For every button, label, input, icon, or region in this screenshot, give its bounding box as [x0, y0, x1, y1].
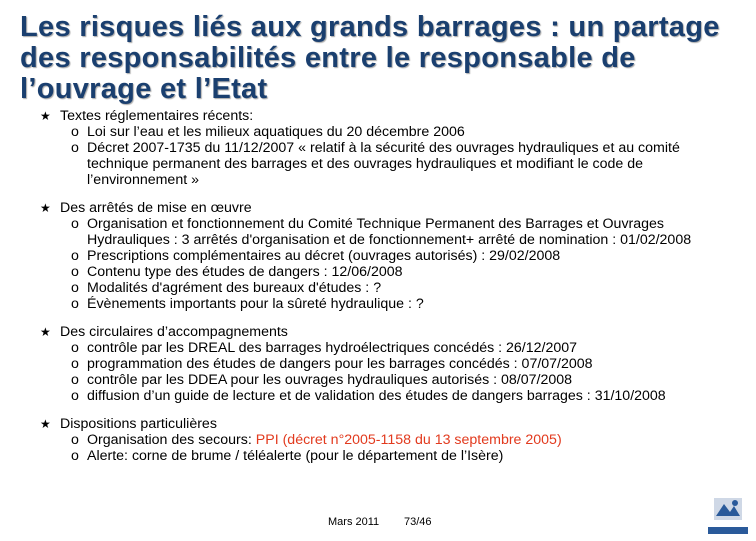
- section-heading: ★ Dispositions particulières: [40, 416, 217, 432]
- list-item: o Modalités d'agrément des bureaux d'études : ?: [71, 280, 382, 296]
- cemagref-logo: [706, 494, 750, 536]
- list-item: o contrôle par les DDEA pour les ouvrages hydrauliques autorisés : 08/07/2008: [71, 372, 573, 388]
- page-number: 73/46: [404, 516, 432, 528]
- circle-bullet-icon: o: [71, 372, 79, 388]
- list-item: o Décret 2007-1735 du 11/12/2007 « relatif à la sécurité des ouvrages hydrauliques et au comité technique permanent des barrages et des ouvrages hydrauliques et modifiant le code de l’environnement »: [71, 140, 680, 188]
- circle-bullet-icon: o: [71, 388, 79, 404]
- section-heading: ★ Des circulaires d’accompagnements: [40, 324, 288, 340]
- circle-bullet-icon: o: [71, 248, 79, 264]
- list-item: o diffusion d’un guide de lecture et de validation des études de dangers barrages : 31/10/2008: [71, 388, 666, 404]
- list-item: o Organisation et fonctionnement du Comité Technique Permanent des Barrages et Ouvrages Hydrauliques : 3 arrêtés d'organisation et de fonctionnement+ arrêté de nomination : 01/02/2008: [71, 216, 692, 248]
- list-item: o Prescriptions complémentaires au décret (ouvrages autorisés) : 29/02/2008: [71, 248, 561, 264]
- section-heading: ★ Des arrêtés de mise en œuvre: [40, 200, 252, 216]
- circle-bullet-icon: o: [71, 124, 79, 140]
- list-item: o Alerte: corne de brume / téléalerte (pour le département de l’Isère): [71, 448, 504, 464]
- list-item: o Évènements importants pour la sûreté hydraulique : ?: [71, 296, 424, 312]
- list-item: o contrôle par les DREAL des barrages hydroélectriques concédés : 26/12/2007: [71, 340, 578, 356]
- list-item: o Loi sur l’eau et les milieux aquatiques du 20 décembre 2006: [71, 124, 465, 140]
- ppi-highlight: PPI (décret n°2005-1158 du 13 septembre 2005): [255, 432, 562, 448]
- circle-bullet-icon: o: [71, 340, 79, 356]
- circle-bullet-icon: o: [71, 140, 79, 156]
- slide-title: Les risques liés aux grands barrages : un partage des responsabilités entre le responsable de l’ouvrage et l’Etat: [20, 11, 720, 105]
- section-heading: ★ Textes réglementaires récents:: [40, 108, 254, 124]
- circle-bullet-icon: o: [71, 264, 79, 280]
- circle-bullet-icon: o: [71, 216, 79, 232]
- list-item: o Contenu type des études de dangers : 12/06/2008: [71, 264, 403, 280]
- star-bullet-icon: ★: [40, 109, 51, 123]
- star-bullet-icon: ★: [40, 417, 51, 431]
- circle-bullet-icon: o: [71, 280, 79, 296]
- circle-bullet-icon: o: [71, 356, 79, 372]
- star-bullet-icon: ★: [40, 325, 51, 339]
- circle-bullet-icon: o: [71, 296, 79, 312]
- list-item: o programmation des études de dangers pour les barrages concédés : 07/07/2008: [71, 356, 593, 372]
- slide-body: [40, 108, 720, 464]
- circle-bullet-icon: o: [71, 448, 79, 464]
- footer-date: Mars 2011: [328, 516, 380, 528]
- star-bullet-icon: ★: [40, 201, 51, 215]
- list-item: o Organisation des secours: PPI (décret n°2005-1158 du 13 septembre 2005): [71, 432, 562, 448]
- circle-bullet-icon: o: [71, 432, 79, 448]
